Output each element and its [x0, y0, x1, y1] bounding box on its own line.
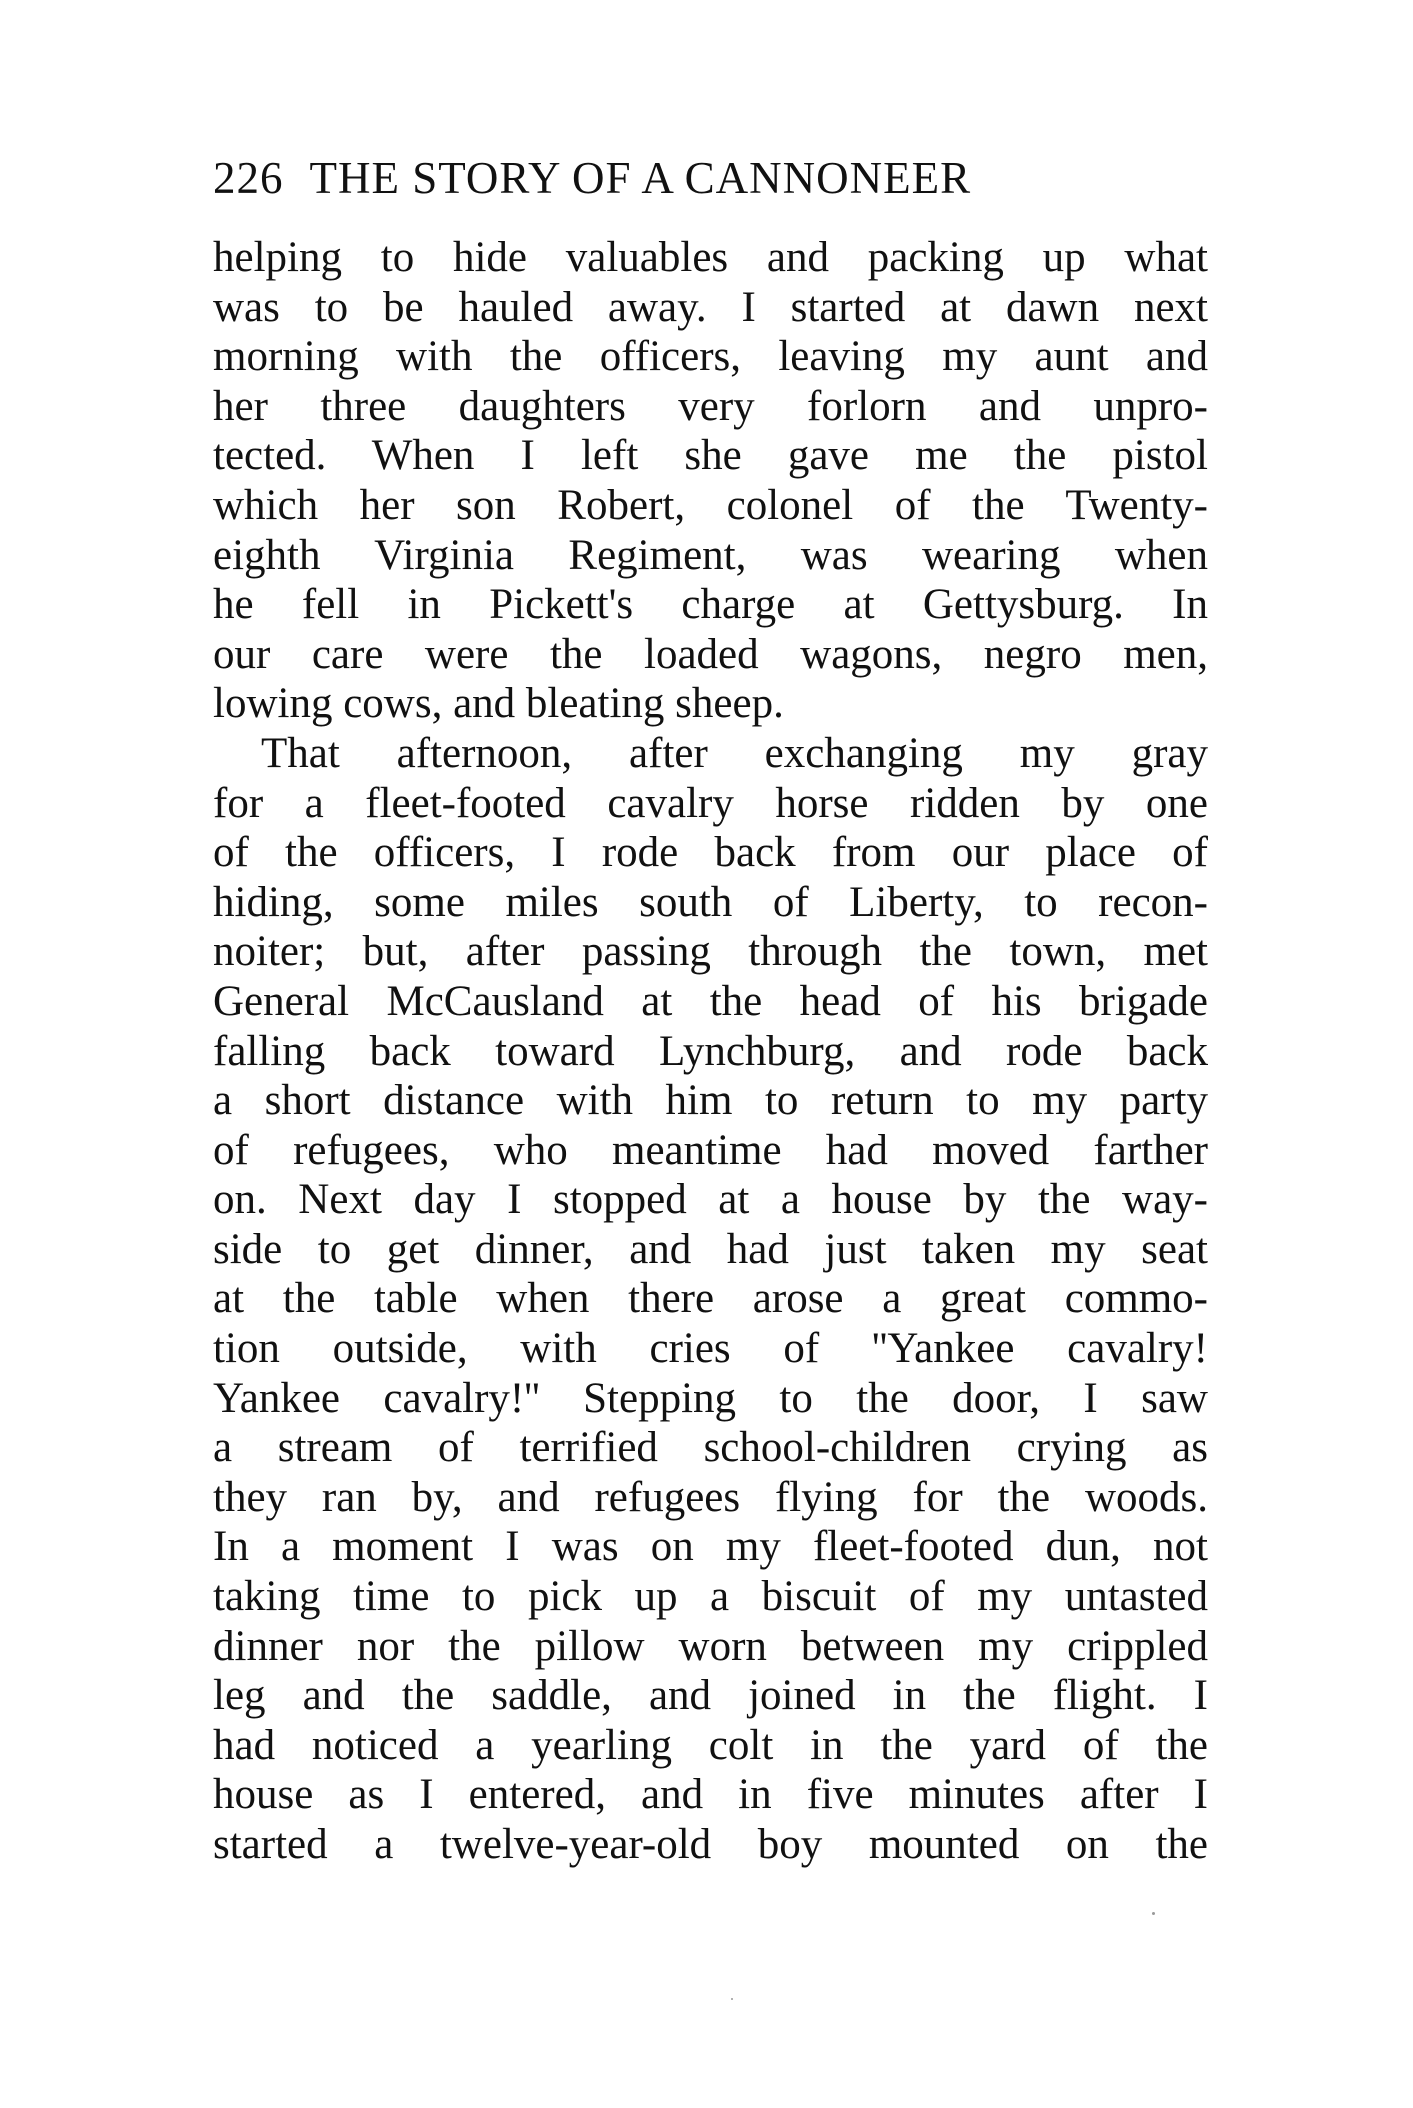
paragraph-start-line: That afternoon, after exchanging my gray	[261, 729, 1208, 777]
text-line: falling back toward Lynchburg, and rode back	[213, 1027, 1208, 1075]
body-text	[213, 233, 1208, 1870]
text-line: a short distance with him to return to my party	[213, 1077, 1208, 1125]
text-line: leg and the saddle, and joined in the flight. I	[213, 1672, 1208, 1720]
paragraph-end-line: lowing cows, and bleating sheep.	[213, 680, 784, 728]
text-line: tion outside, with cries of ''Yankee cavalry!	[213, 1325, 1208, 1373]
text-line: dinner nor the pillow worn between my crippled	[213, 1622, 1208, 1670]
text-line: which her son Robert, colonel of the Twenty-	[213, 481, 1208, 529]
running-title: THE STORY OF A CANNONEER	[309, 153, 972, 203]
text-line: he fell in Pickett's charge at Gettysburg. In	[213, 581, 1208, 629]
text-line: of the officers, I rode back from our place of	[213, 829, 1208, 877]
text-line: tected. When I left she gave me the pistol	[213, 432, 1208, 480]
text-line: noiter; but, after passing through the town, met	[213, 928, 1208, 976]
text-line: eighth Virginia Regiment, was wearing when	[213, 531, 1208, 579]
text-line: at the table when there arose a great commo-	[213, 1275, 1208, 1323]
text-line: helping to hide valuables and packing up what	[213, 234, 1208, 281]
text-line: was to be hauled away. I started at dawn next	[213, 283, 1208, 331]
text-line: morning with the officers, leaving my aunt and	[213, 333, 1208, 381]
running-head	[213, 148, 1213, 208]
text-line: General McCausland at the head of his brigade	[213, 977, 1208, 1025]
text-line: Yankee cavalry!'' Stepping to the door, I saw	[213, 1374, 1208, 1422]
text-line: a stream of terrified school-children crying as	[213, 1424, 1208, 1472]
paper-speck	[731, 1998, 733, 2000]
text-line: on. Next day I stopped at a house by the way-	[213, 1176, 1208, 1224]
paper-speck	[1152, 1912, 1155, 1915]
page-number: 226	[213, 153, 284, 203]
text-line: In a moment I was on my fleet-footed dun, not	[213, 1523, 1208, 1571]
text-line: our care were the loaded wagons, negro men,	[213, 630, 1208, 678]
text-line: they ran by, and refugees flying for the woods.	[213, 1473, 1208, 1521]
text-line: side to get dinner, and had just taken my seat	[213, 1225, 1208, 1273]
text-line: had noticed a yearling colt in the yard of the	[213, 1721, 1208, 1769]
text-line: taking time to pick up a biscuit of my untasted	[213, 1573, 1208, 1621]
text-line: hiding, some miles south of Liberty, to recon-	[213, 878, 1208, 926]
text-line: of refugees, who meantime had moved farther	[213, 1126, 1208, 1174]
text-line: for a fleet-footed cavalry horse ridden by one	[213, 779, 1208, 827]
text-line: house as I entered, and in five minutes after I	[213, 1771, 1208, 1819]
text-line: her three daughters very forlorn and unpro-	[213, 382, 1208, 430]
text-line: started a twelve-year-old boy mounted on the	[213, 1821, 1208, 1868]
